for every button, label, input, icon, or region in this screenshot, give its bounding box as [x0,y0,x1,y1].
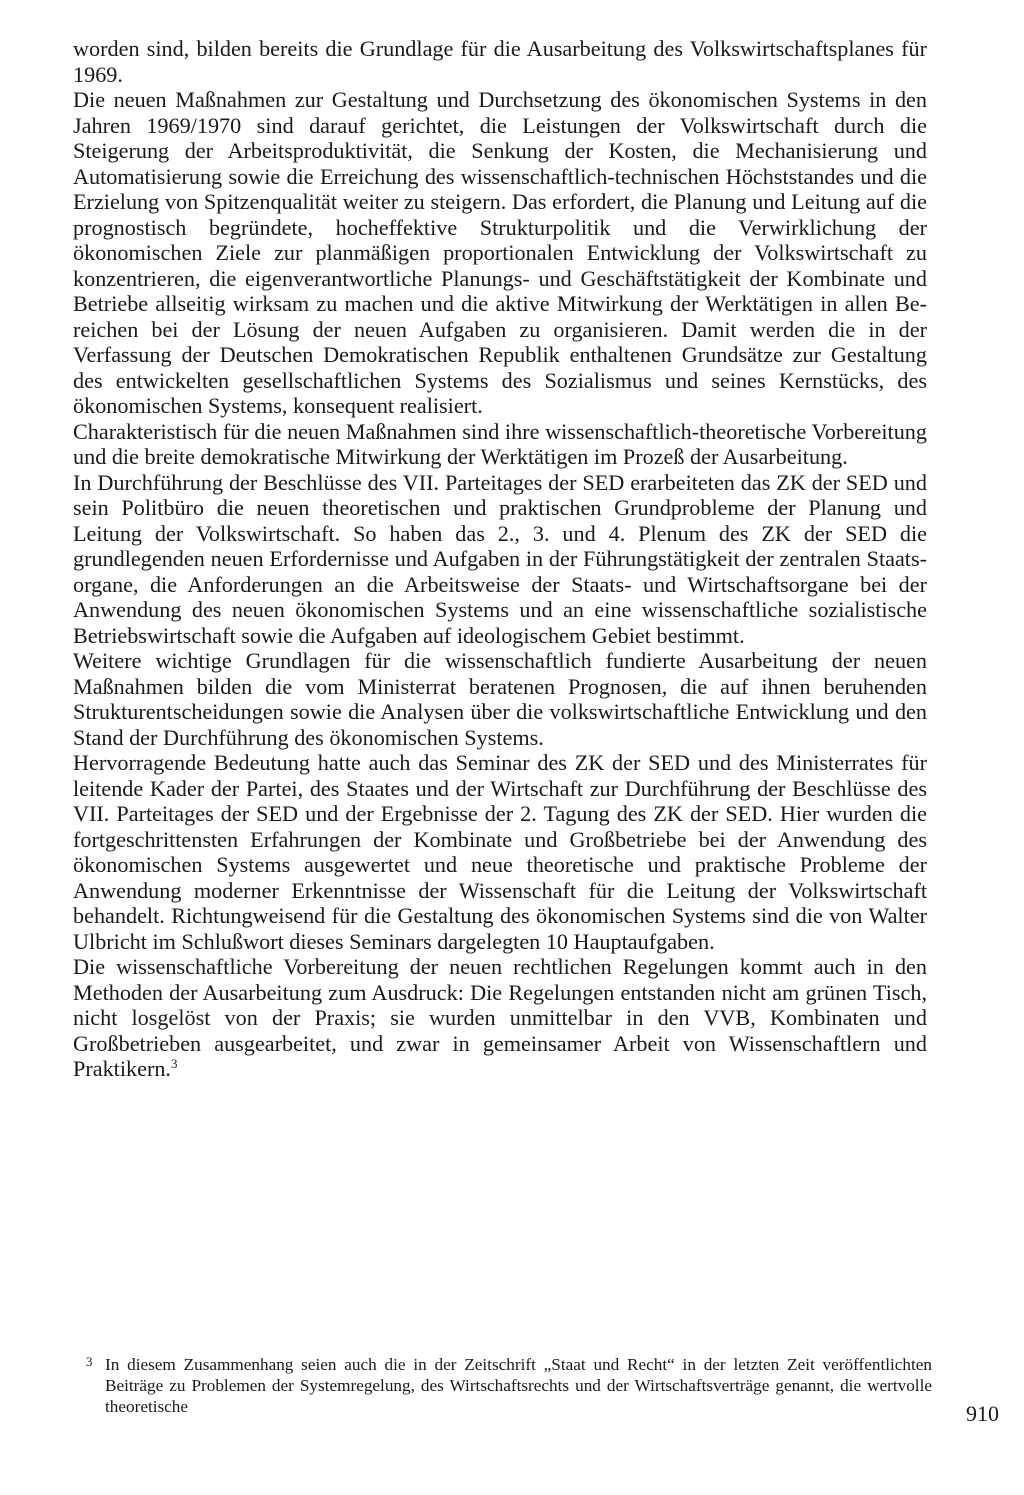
paragraph: worden sind, bilden bereits die Grundlage für die Ausarbeitung des Volkswirtschaftsplanes für 1969. [73,36,927,87]
footnote-area [86,1352,932,1417]
footnote-text: In diesem Zusammenhang seien auch die in der Zeitschrift „Staat und Recht“ in der letzten Zeit veröffentlichten Beiträge zu Problemen der Systemregelung, des Wirtschaftsrechts und der Wirtschaftsverträge genannt, die wertvolle theoretische [105,1355,932,1416]
footnote [86,1352,932,1417]
page-number: 910 [966,1401,999,1426]
footnote-reference: 3 [170,1056,178,1071]
paragraph: Weitere wichtige Grundlagen für die wissenschaftlich fundierte Ausarbeitung der neuen Maßnahmen bilden die vom Ministerrat beratenen Prognosen, die auf ihnen beruhenden Strukturentscheidungen sowie die Analysen über die volkswirtschaftliche Entwicklung und den Stand der Durchführung des ökonomischen Systems. [73,648,927,750]
paragraph: Charakteristisch für die neuen Maßnahmen sind ihre wissenschaftlich-theoretische Vorbereitung und die breite demokratische Mitwirkung der Werktätigen im Prozeß der Ausarbeitung. [73,418,927,469]
paragraph: In Durchführung der Beschlüsse des VII. Parteitages der SED erarbeiteten das ZK der SED und sein Politbüro die neuen theoretischen und praktischen Grundprobleme der Planung und Leitung der Volkswirtschaft. So haben das 2., 3. und 4. Plenum des ZK der SED die grundlegenden neuen Erfordernisse und Aufgaben in der Führungstätigkeit der zentralen Staatsorgane, die Anforderungen an die Arbeitsweise der Staats- und Wirtschaftsorgane bei der Anwendung des neuen ökonomischen Systems und an eine wissenschaftliche sozialistische Betriebswirtschaft sowie die Aufgaben auf ideologischem Gebiet bestimmt. [73,469,927,648]
paragraph-text: Die wissenschaftliche Vorbereitung der neuen rechtlichen Regelungen kommt auch in den Methoden der Ausarbeitung zum Ausdruck: Die Regelungen entstanden nicht am grünen Tisch, nicht losgelöst von der Praxis; sie wurden unmittelbar in den VVB, Kombinaten und Großbetrieben ausgearbeitet, und zwar in gemeinsamer Arbeit von Wissenschaftlern und Praktikern. [73,954,927,1081]
paragraph-with-footnote-ref [73,954,927,1082]
paragraph: Die neuen Maßnahmen zur Gestaltung und Durchsetzung des ökonomischen Systems in den Jahren 1969/1970 sind darauf gerichtet, die Leistungen der Volkswirtschaft durch die Steigerung der Arbeitsproduktivität, die Senkung der Kosten, die Mechanisierung und Automatisierung sowie die Erreichung des wissenschaftlich-technischen Höchststandes und die Erzielung von Spitzenqualität weiter zu steigern. Das erfordert, die Planung und Leitung auf die prognostisch begründete, hocheffektive Strukturpolitik und die Verwirklichung der ökonomischen Ziele zur planmäßigen proportionalen Entwicklung der Volkswirtschaft zu konzentrieren, die eigenverantwortliche Planungs- und Geschäftstätigkeit der Kombinate und Betriebe allseitig wirksam zu machen und die aktive Mitwirkung der Werktätigen in allen Bereichen bei der Lösung der neuen Aufgaben zu organisieren. Damit werden die in der Verfassung der Deutschen Demokratischen Republik enthaltenen Grundsätze zur Gestaltung des entwickelten gesellschaftlichen Systems des Sozialismus und seines Kernstücks, des ökonomischen Systems, konsequent realisiert. [73,87,927,418]
main-text [73,36,927,1082]
footnote-marker: 3 [86,1354,93,1369]
paragraph: Hervorragende Bedeutung hatte auch das Seminar des ZK der SED und des Ministerrates für leitende Kader der Partei, des Staates und der Wirtschaft zur Durchführung der Beschlüsse des VII. Parteitages der SED und der Ergebnisse der 2. Tagung des ZK der SED. Hier wurden die fortgeschrittensten Erfahrungen der Kombinate und Großbetriebe bei der Anwendung des ökonomischen Systems ausgewertet und neue theoretische und praktische Probleme der Anwendung moderner Erkenntnisse der Wissenschaft für die Leitung der Volkswirtschaft behandelt. Richtungweisend für die Gestaltung des ökonomischen Systems sind die von Walter Ulbricht im Schlußwort dieses Seminars dargelegten 10 Hauptaufgaben. [73,750,927,954]
